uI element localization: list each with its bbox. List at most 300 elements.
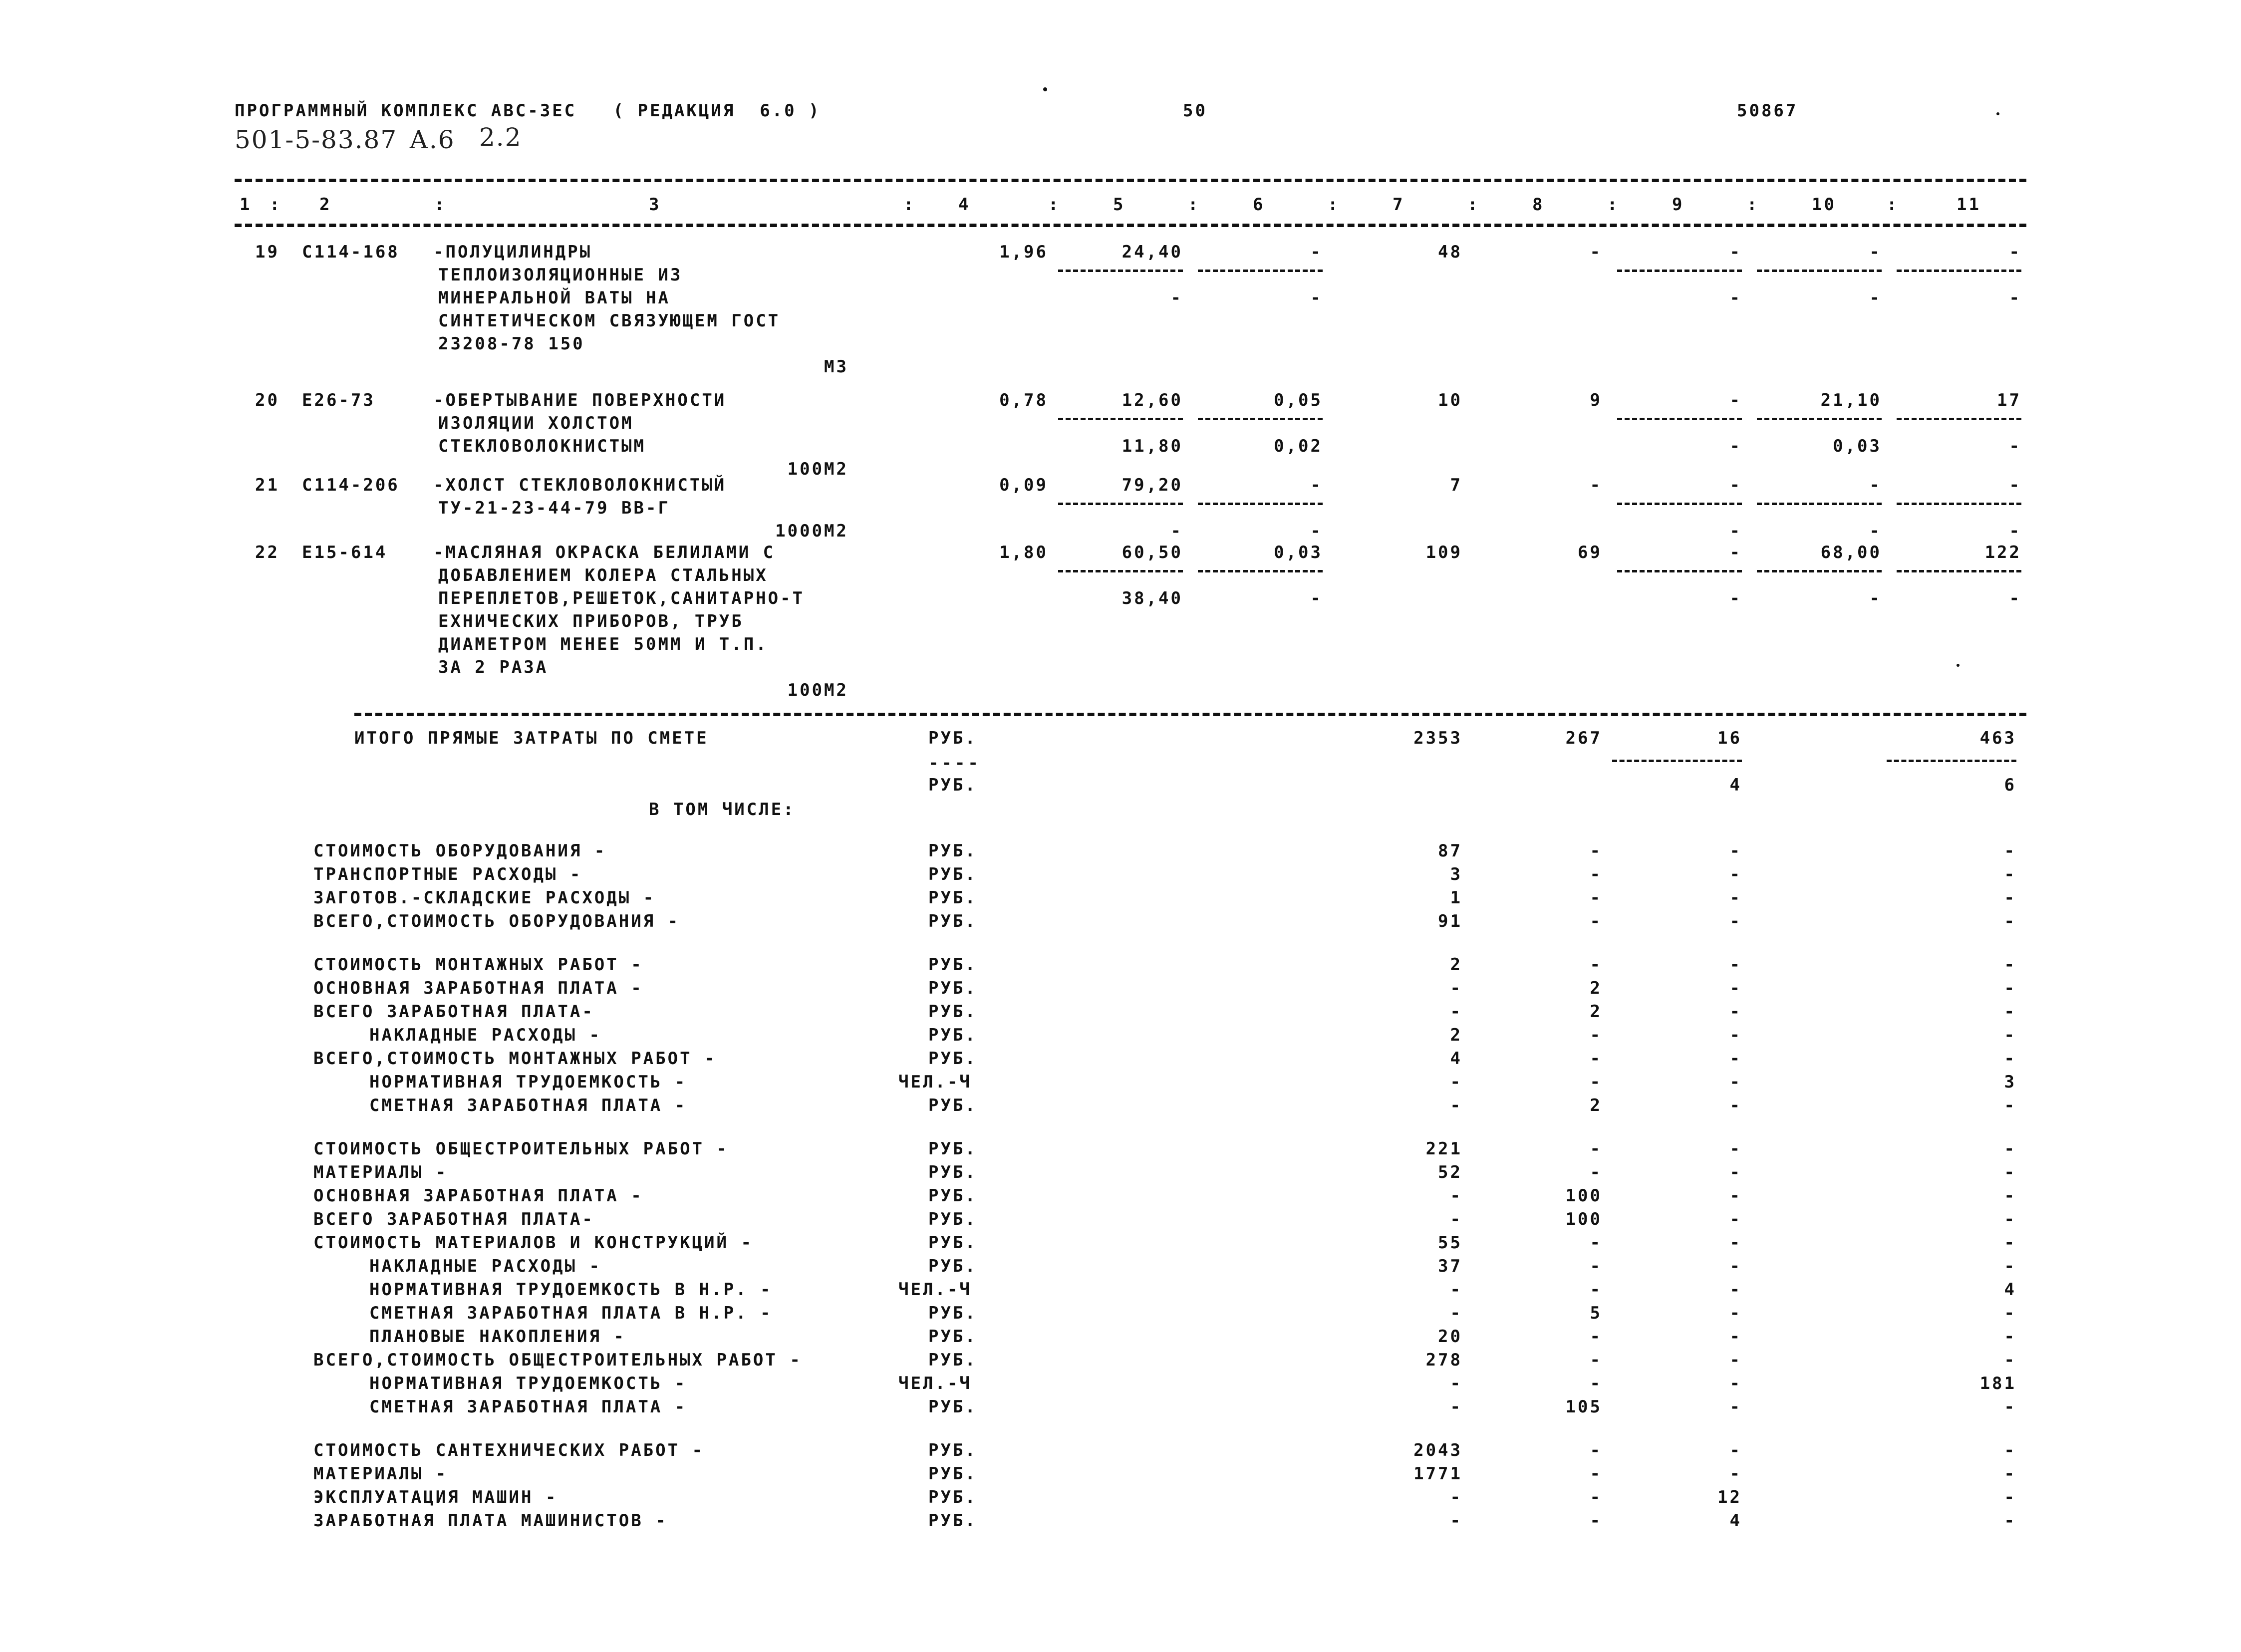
item-value-c11: 17 <box>1997 390 2021 410</box>
summary-unit: РУБ. <box>928 1464 977 1484</box>
summary-col11: - <box>2004 1139 2016 1159</box>
summary-col7: 1771 <box>1413 1464 1462 1484</box>
scan-speck <box>1043 87 1047 91</box>
summary-col9: - <box>1729 1350 1742 1370</box>
summary-col7: - <box>1450 1487 1462 1507</box>
item-sub-rule-c6 <box>1198 418 1323 420</box>
summary-unit: ЧЕЛ.-Ч <box>898 1374 972 1393</box>
item-sub-rule-c9 <box>1617 503 1742 505</box>
item-name-line: ТУ-21-23-44-79 ВВ-Г <box>438 498 670 518</box>
summary-unit: РУБ. <box>928 911 977 931</box>
item-quantity: 1,80 <box>999 543 1048 562</box>
total-col9: 16 <box>1717 728 1742 748</box>
item-name-line: СТЕКЛОВОЛОКНИСТЫМ <box>438 436 646 456</box>
item-sub-rule-c9 <box>1617 270 1742 272</box>
item-sub-rule-c5 <box>1058 418 1183 420</box>
summary-unit: РУБ. <box>928 1186 977 1206</box>
summary-col8: - <box>1590 1487 1602 1507</box>
summary-col8: - <box>1590 911 1602 931</box>
summary-label: СМЕТНАЯ ЗАРАБОТНАЯ ПЛАТА - <box>369 1096 687 1115</box>
summary-col11: - <box>2004 864 2016 884</box>
item-value-c9: - <box>1729 242 1742 262</box>
summary-label: СМЕТНАЯ ЗАРАБОТНАЯ ПЛАТА В Н.Р. - <box>369 1303 773 1323</box>
item-value-c11: 122 <box>1984 543 2021 562</box>
summary-col9: - <box>1729 1209 1742 1229</box>
item-value-c7: 10 <box>1438 390 1462 410</box>
item-value-c9: - <box>1729 475 1742 495</box>
summary-col8: - <box>1590 1327 1602 1347</box>
item-value-c7: 109 <box>1425 543 1462 562</box>
summary-unit: РУБ. <box>928 1233 977 1253</box>
summary-col9: - <box>1729 1464 1742 1484</box>
summary-col11: - <box>2004 978 2016 998</box>
summary-unit: РУБ. <box>928 1209 977 1229</box>
summary-col7: - <box>1450 1374 1462 1393</box>
summary-col11: - <box>2004 1303 2016 1323</box>
item-value-c8: - <box>1590 475 1602 495</box>
total-unit-rule: ---- <box>928 753 981 773</box>
item-number: 20 <box>255 390 280 410</box>
total-col9-b: 4 <box>1729 775 1742 795</box>
item-subvalue-c9: - <box>1729 521 1742 541</box>
item-code: Е26-73 <box>302 390 375 410</box>
item-unit: М3 <box>824 357 848 377</box>
total-unit: РУБ. <box>928 728 977 748</box>
summary-label: СТОИМОСТЬ МОНТАЖНЫХ РАБОТ - <box>313 955 643 975</box>
summary-unit: РУБ. <box>928 1002 977 1022</box>
summary-col11: - <box>2004 1350 2016 1370</box>
item-sub-rule-c11 <box>1897 270 2021 272</box>
item-number: 22 <box>255 543 280 562</box>
summary-col11: - <box>2004 1002 2016 1022</box>
summary-label: ЗАРАБОТНАЯ ПЛАТА МАШИНИСТОВ - <box>313 1511 668 1531</box>
summary-label: ВСЕГО,СТОИМОСТЬ МОНТАЖНЫХ РАБОТ - <box>313 1049 717 1069</box>
summary-label: СМЕТНАЯ ЗАРАБОТНАЯ ПЛАТА - <box>369 1397 687 1417</box>
summary-col7: 87 <box>1438 841 1462 861</box>
summary-col7: - <box>1450 1303 1462 1323</box>
summary-col8: - <box>1590 1072 1602 1092</box>
item-value-c11: - <box>2009 242 2021 262</box>
column-header-cell: : <box>1887 195 1899 215</box>
doc-reference: 501-5-83.87 <box>235 125 398 154</box>
item-sub-rule-c6 <box>1198 270 1323 272</box>
item-value-c10: 21,10 <box>1820 390 1882 410</box>
summary-col9: - <box>1729 1002 1742 1022</box>
item-value-c8: 9 <box>1590 390 1602 410</box>
document-code: 50867 <box>1737 101 1798 121</box>
summary-col11: - <box>2004 1256 2016 1276</box>
summary-unit: РУБ. <box>928 864 977 884</box>
summary-col11: - <box>2004 1440 2016 1460</box>
item-value-c8: 69 <box>1578 543 1602 562</box>
summary-label: ТРАНСПОРТНЫЕ РАСХОДЫ - <box>313 864 582 884</box>
summary-unit: РУБ. <box>928 1487 977 1507</box>
item-value-c10: - <box>1869 242 1882 262</box>
item-subvalue-c10: 0,03 <box>1833 436 1882 456</box>
item-sub-rule-c11 <box>1897 503 2021 505</box>
summary-col11: 4 <box>2004 1280 2016 1300</box>
summary-unit: РУБ. <box>928 888 977 908</box>
column-header-cell: : <box>1188 195 1200 215</box>
summary-label: ВСЕГО,СТОИМОСТЬ ОБЩЕСТРОИТЕЛЬНЫХ РАБОТ - <box>313 1350 802 1370</box>
summary-col9: - <box>1729 1186 1742 1206</box>
summary-col8: - <box>1590 955 1602 975</box>
summary-col7: 4 <box>1450 1049 1462 1069</box>
item-subvalue-c10: - <box>1869 521 1882 541</box>
summary-label: ОСНОВНАЯ ЗАРАБОТНАЯ ПЛАТА - <box>313 978 643 998</box>
item-unit: 1000М2 <box>775 521 848 541</box>
summary-label: ПЛАНОВЫЕ НАКОПЛЕНИЯ - <box>369 1327 626 1347</box>
column-header-cell: : <box>1747 195 1759 215</box>
summary-col11: - <box>2004 1397 2016 1417</box>
summary-col8: - <box>1590 1049 1602 1069</box>
column-header-cell: : <box>270 195 282 215</box>
summary-label: СТОИМОСТЬ ОБОРУДОВАНИЯ - <box>313 841 607 861</box>
column-header-cell: 11 <box>1957 195 1981 215</box>
item-value-c11: - <box>2009 475 2021 495</box>
summary-col11: - <box>2004 1049 2016 1069</box>
item-value-c6: 0,05 <box>1274 390 1323 410</box>
summary-col9: - <box>1729 1025 1742 1045</box>
summary-label: СТОИМОСТЬ МАТЕРИАЛОВ И КОНСТРУКЦИЙ - <box>313 1233 753 1253</box>
summary-col7: 278 <box>1425 1350 1462 1370</box>
summary-label: НАКЛАДНЫЕ РАСХОДЫ - <box>369 1256 601 1276</box>
column-header-cell: : <box>1328 195 1340 215</box>
item-subvalue-c6: 0,02 <box>1274 436 1323 456</box>
summary-col8: 2 <box>1590 978 1602 998</box>
summary-col7: - <box>1450 1186 1462 1206</box>
item-name-line: ЗА 2 РАЗА <box>438 657 549 677</box>
summary-unit: РУБ. <box>928 1256 977 1276</box>
item-name-line: -ХОЛСТ СТЕКЛОВОЛОКНИСТЫЙ <box>433 475 727 495</box>
summary-col7: 55 <box>1438 1233 1462 1253</box>
item-value-c7: 7 <box>1450 475 1462 495</box>
summary-label: ЗАГОТОВ.-СКЛАДСКИЕ РАСХОДЫ - <box>313 888 656 908</box>
summary-col11: - <box>2004 1233 2016 1253</box>
summary-col11: - <box>2004 1487 2016 1507</box>
total-col11-b: 6 <box>2004 775 2016 795</box>
scan-speck <box>1957 664 1960 667</box>
summary-unit: РУБ. <box>928 955 977 975</box>
summary-col7: 2043 <box>1413 1440 1462 1460</box>
column-header-cell: : <box>903 195 916 215</box>
summary-col7: 3 <box>1450 864 1462 884</box>
summary-col9: - <box>1729 1162 1742 1182</box>
column-header-cell: 9 <box>1672 195 1684 215</box>
summary-col7: 20 <box>1438 1327 1462 1347</box>
summary-col9: - <box>1729 864 1742 884</box>
item-subvalue-c6: - <box>1310 288 1323 308</box>
summary-col9: - <box>1729 1096 1742 1115</box>
item-sub-rule-c10 <box>1757 503 1882 505</box>
item-value-c6: 0,03 <box>1274 543 1323 562</box>
summary-col11: 3 <box>2004 1072 2016 1092</box>
item-subvalue-c9: - <box>1729 588 1742 608</box>
item-value-c9: - <box>1729 390 1742 410</box>
item-value-c6: - <box>1310 475 1323 495</box>
summary-col7: - <box>1450 1096 1462 1115</box>
summary-col11: - <box>2004 1025 2016 1045</box>
column-header-cell: 5 <box>1113 195 1125 215</box>
item-name-line: СИНТЕТИЧЕСКОМ СВЯЗУЮЩЕМ ГОСТ <box>438 311 781 331</box>
item-name-line: ПЕРЕПЛЕТОВ,РЕШЕТОК,САНИТАРНО-Т <box>438 588 805 608</box>
item-code: С114-206 <box>302 475 400 495</box>
summary-col7: 1 <box>1450 888 1462 908</box>
summary-col7: - <box>1450 1209 1462 1229</box>
summary-col9: - <box>1729 911 1742 931</box>
summary-col11: - <box>2004 1162 2016 1182</box>
summary-col8: - <box>1590 1233 1602 1253</box>
item-subvalue-c6: - <box>1310 521 1323 541</box>
summary-label: МАТЕРИАЛЫ - <box>313 1464 448 1484</box>
header-rule-top <box>235 179 2026 182</box>
summary-col11: - <box>2004 1511 2016 1531</box>
column-header-cell: : <box>1607 195 1620 215</box>
total-sub-rule-9 <box>1612 760 1742 762</box>
summary-col7: - <box>1450 1280 1462 1300</box>
item-sub-rule-c5 <box>1058 503 1183 505</box>
summary-col8: - <box>1590 1511 1602 1531</box>
total-sub-rule-11 <box>1887 760 2016 762</box>
summary-col7: 52 <box>1438 1162 1462 1182</box>
summary-col9: - <box>1729 888 1742 908</box>
program-title: ПРОГРАММНЫЙ КОМПЛЕКС АВС-ЗЕС ( РЕДАКЦИЯ 6.0 ) <box>235 101 821 121</box>
item-value-c5: 60,50 <box>1121 543 1183 562</box>
item-number: 19 <box>255 242 280 262</box>
column-header-cell: : <box>1048 195 1061 215</box>
summary-col8: - <box>1590 1025 1602 1045</box>
total-col8: 267 <box>1565 728 1602 748</box>
item-name-line: ДОБАВЛЕНИЕМ КОЛЕРА СТАЛЬНЫХ <box>438 565 768 585</box>
item-unit: 100М2 <box>787 680 848 700</box>
summary-col11: - <box>2004 911 2016 931</box>
summary-col8: - <box>1590 1374 1602 1393</box>
item-value-c5: 79,20 <box>1121 475 1183 495</box>
column-header-cell: 3 <box>649 195 661 215</box>
summary-col7: - <box>1450 978 1462 998</box>
item-sub-rule-c11 <box>1897 570 2021 572</box>
item-subvalue-c9: - <box>1729 288 1742 308</box>
summary-col11: - <box>2004 1327 2016 1347</box>
item-name-line: МИНЕРАЛЬНОЙ ВАТЫ НА <box>438 288 670 308</box>
summary-col7: 2 <box>1450 1025 1462 1045</box>
item-value-c9: - <box>1729 543 1742 562</box>
summary-col7: - <box>1450 1002 1462 1022</box>
item-sub-rule-c5 <box>1058 570 1183 572</box>
item-subvalue-c10: - <box>1869 288 1882 308</box>
item-subvalue-c9: - <box>1729 436 1742 456</box>
summary-col9: - <box>1729 978 1742 998</box>
column-header-cell: 4 <box>958 195 971 215</box>
column-header-cell: 2 <box>319 195 332 215</box>
total-col11: 463 <box>1979 728 2016 748</box>
summary-col11: - <box>2004 841 2016 861</box>
summary-unit: РУБ. <box>928 1327 977 1347</box>
summary-label: НОРМАТИВНАЯ ТРУДОЕМКОСТЬ - <box>369 1072 687 1092</box>
page-number: 50 <box>1183 101 1207 121</box>
column-header-cell: 8 <box>1532 195 1545 215</box>
item-sub-rule-c10 <box>1757 418 1882 420</box>
summary-col9: - <box>1729 1327 1742 1347</box>
item-value-c8: - <box>1590 242 1602 262</box>
summary-unit: РУБ. <box>928 1025 977 1045</box>
item-subvalue-c11: - <box>2009 288 2021 308</box>
item-subvalue-c11: - <box>2009 588 2021 608</box>
summary-unit: ЧЕЛ.-Ч <box>898 1072 972 1092</box>
total-unit-2: РУБ. <box>928 775 977 795</box>
summary-col7: - <box>1450 1072 1462 1092</box>
item-name-line: ДИАМЕТРОМ МЕНЕЕ 50ММ И Т.П. <box>438 634 768 654</box>
summary-unit: РУБ. <box>928 1096 977 1115</box>
summary-col7: - <box>1450 1397 1462 1417</box>
item-sub-rule-c5 <box>1058 270 1183 272</box>
summary-unit: РУБ. <box>928 1511 977 1531</box>
summary-col8: - <box>1590 1350 1602 1370</box>
summary-col11: - <box>2004 1464 2016 1484</box>
column-header-cell: 7 <box>1393 195 1405 215</box>
item-value-c6: - <box>1310 242 1323 262</box>
summary-label: ОСНОВНАЯ ЗАРАБОТНАЯ ПЛАТА - <box>313 1186 643 1206</box>
summary-label: СТОИМОСТЬ САНТЕХНИЧЕСКИХ РАБОТ - <box>313 1440 705 1460</box>
summary-col8: - <box>1590 1464 1602 1484</box>
summary-col9: - <box>1729 1139 1742 1159</box>
item-subvalue-c5: - <box>1170 521 1183 541</box>
item-name-line: -ОБЕРТЫВАНИЕ ПОВЕРХНОСТИ <box>433 390 727 410</box>
summary-col8: 2 <box>1590 1096 1602 1115</box>
item-name-line: 23208-78 150 <box>438 334 585 354</box>
summary-col11: - <box>2004 1209 2016 1229</box>
summary-label: НАКЛАДНЫЕ РАСХОДЫ - <box>369 1025 601 1045</box>
item-name-line: -ПОЛУЦИЛИНДРЫ <box>433 242 592 262</box>
item-subvalue-c6: - <box>1310 588 1323 608</box>
summary-col8: - <box>1590 864 1602 884</box>
summary-col7: 37 <box>1438 1256 1462 1276</box>
header-rule-bottom <box>235 224 2026 227</box>
item-value-c10: - <box>1869 475 1882 495</box>
summary-col9: - <box>1729 841 1742 861</box>
summary-col8: 5 <box>1590 1303 1602 1323</box>
summary-unit: РУБ. <box>928 1350 977 1370</box>
summary-col8: - <box>1590 841 1602 861</box>
summary-col8: 100 <box>1565 1209 1602 1229</box>
summary-col8: - <box>1590 1280 1602 1300</box>
summary-label: НОРМАТИВНАЯ ТРУДОЕМКОСТЬ - <box>369 1374 687 1393</box>
summary-col9: - <box>1729 1397 1742 1417</box>
summary-col9: - <box>1729 1374 1742 1393</box>
album-number: А.6 <box>409 125 455 154</box>
summary-col11: - <box>2004 888 2016 908</box>
summary-col8: 2 <box>1590 1002 1602 1022</box>
summary-label: ВСЕГО ЗАРАБОТНАЯ ПЛАТА- <box>313 1002 594 1022</box>
summary-col9: - <box>1729 1049 1742 1069</box>
summary-unit: РУБ. <box>928 1139 977 1159</box>
item-unit: 100М2 <box>787 459 848 479</box>
item-value-c7: 48 <box>1438 242 1462 262</box>
summary-unit: РУБ. <box>928 1162 977 1182</box>
item-value-c5: 24,40 <box>1121 242 1183 262</box>
item-subvalue-c5: 11,80 <box>1121 436 1183 456</box>
total-col7: 2353 <box>1413 728 1462 748</box>
item-number: 21 <box>255 475 280 495</box>
item-subvalue-c11: - <box>2009 521 2021 541</box>
item-name-line: ИЗОЛЯЦИИ ХОЛСТОМ <box>438 413 634 433</box>
item-subvalue-c11: - <box>2009 436 2021 456</box>
column-header-cell: : <box>434 195 447 215</box>
item-sub-rule-c9 <box>1617 418 1742 420</box>
summary-col7: - <box>1450 1511 1462 1531</box>
item-sub-rule-c6 <box>1198 570 1323 572</box>
summary-label: ВСЕГО,СТОИМОСТЬ ОБОРУДОВАНИЯ - <box>313 911 680 931</box>
column-header-cell: 6 <box>1253 195 1265 215</box>
total-label: ИТОГО ПРЯМЫЕ ЗАТРАТЫ ПО СМЕТЕ <box>354 728 709 748</box>
item-code: С114-168 <box>302 242 400 262</box>
album-part: 2.2 <box>479 123 522 152</box>
item-quantity: 0,09 <box>999 475 1048 495</box>
total-rule <box>354 713 2026 716</box>
item-sub-rule-c10 <box>1757 570 1882 572</box>
summary-label: СТОИМОСТЬ ОБЩЕСТРОИТЕЛЬНЫХ РАБОТ - <box>313 1139 729 1159</box>
summary-label: ВСЕГО ЗАРАБОТНАЯ ПЛАТА- <box>313 1209 594 1229</box>
summary-label: ЭКСПЛУАТАЦИЯ МАШИН - <box>313 1487 558 1507</box>
summary-unit: ЧЕЛ.-Ч <box>898 1280 972 1300</box>
item-name-line: ТЕПЛОИЗОЛЯЦИОННЫЕ ИЗ <box>438 265 683 285</box>
item-quantity: 1,96 <box>999 242 1048 262</box>
summary-unit: РУБ. <box>928 1303 977 1323</box>
summary-col8: 105 <box>1565 1397 1602 1417</box>
summary-label: НОРМАТИВНАЯ ТРУДОЕМКОСТЬ В Н.Р. - <box>369 1280 773 1300</box>
summary-col9: - <box>1729 1072 1742 1092</box>
summary-col8: - <box>1590 1162 1602 1182</box>
column-header-cell: 10 <box>1812 195 1836 215</box>
summary-col9: - <box>1729 1303 1742 1323</box>
item-name-line: ЕХНИЧЕСКИХ ПРИБОРОВ, ТРУБ <box>438 611 744 631</box>
summary-unit: РУБ. <box>928 1397 977 1417</box>
summary-col7: 221 <box>1425 1139 1462 1159</box>
summary-col9: - <box>1729 1440 1742 1460</box>
item-subvalue-c5: - <box>1170 288 1183 308</box>
summary-col8: - <box>1590 1139 1602 1159</box>
item-sub-rule-c10 <box>1757 270 1882 272</box>
item-code: Е15-614 <box>302 543 388 562</box>
item-quantity: 0,78 <box>999 390 1048 410</box>
summary-col7: 91 <box>1438 911 1462 931</box>
summary-col8: - <box>1590 1256 1602 1276</box>
item-subvalue-c5: 38,40 <box>1121 588 1183 608</box>
in-that-number-heading: В ТОМ ЧИСЛЕ: <box>649 800 796 820</box>
summary-unit: РУБ. <box>928 1440 977 1460</box>
summary-col9: 4 <box>1729 1511 1742 1531</box>
summary-col11: - <box>2004 955 2016 975</box>
summary-col11: - <box>2004 1096 2016 1115</box>
summary-col9: - <box>1729 955 1742 975</box>
summary-col8: - <box>1590 888 1602 908</box>
summary-col8: - <box>1590 1440 1602 1460</box>
column-header-cell: : <box>1467 195 1480 215</box>
summary-col11: 181 <box>1979 1374 2016 1393</box>
item-sub-rule-c11 <box>1897 418 2021 420</box>
summary-unit: РУБ. <box>928 978 977 998</box>
summary-col9: - <box>1729 1256 1742 1276</box>
item-subvalue-c10: - <box>1869 588 1882 608</box>
summary-col9: - <box>1729 1233 1742 1253</box>
summary-col9: - <box>1729 1280 1742 1300</box>
summary-col8: 100 <box>1565 1186 1602 1206</box>
summary-col7: 2 <box>1450 955 1462 975</box>
summary-unit: РУБ. <box>928 1049 977 1069</box>
item-value-c10: 68,00 <box>1820 543 1882 562</box>
column-header-cell: 1 <box>240 195 252 215</box>
item-name-line: -МАСЛЯНАЯ ОКРАСКА БЕЛИЛАМИ С <box>433 543 776 562</box>
